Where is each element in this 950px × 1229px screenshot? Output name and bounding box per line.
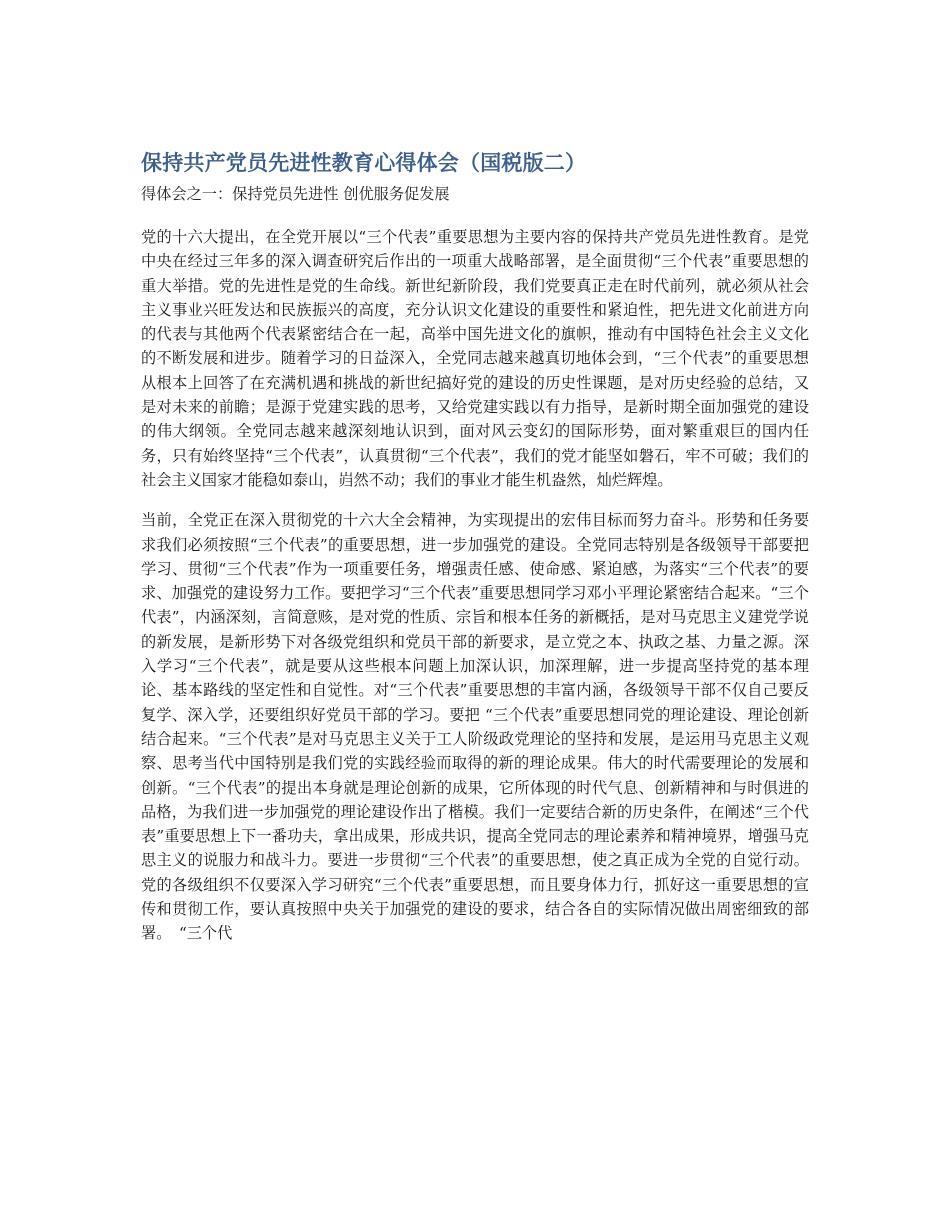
body-paragraph-2: 当前，全党正在深入贯彻党的十六大全会精神，为实现提出的宏伟目标而努力奋斗。形势和任务要求我们必须按照“三个代表”的重要思想，进一步加强党的建设。全党同志特别是各级领导干部要把学习、贯彻“三个代表”作为一项重要任务，增强责任感、使命感、紧迫感，为落实“三个代表”的要求、加强党的建设努力工作。要把学习“三个代表”重要思想同学习邓小平理论紧密结合起来。“三个代表”，内涵深刻，言简意赅，是对党的性质、宗旨和根本任务的新概括，是对马克思主义建党学说的新发展，是新形势下对各级党组织和党员干部的新要求，是立党之本、执政之基、力量之源。深入学习“三个代表”，就是要从这些根本问题上加深认识，加深理解，进一步提高坚持党的基本理论、基本路线的坚定性和自觉性。对“三个代表”重要思想的丰富内涵，各级领导干部不仅自己要反复学、深入学，还要组织好党员干部的学习。要把 “三个代表”重要思想同党的理论建设、理论创新结合起来。“三个代表”是对马克思主义关于工人阶级政党理论的坚持和发展，是运用马克思主义观察、思考当代中国特别是我们党的实践经验而取得的新的理论成果。伟大的时代需要理论的发展和创新。“三个代表”的提出本身就是理论创新的成果，它所体现的时代气息、创新精神和与时俱进的品格，为我们进一步加强党的理论建设作出了楷模。我们一定要结合新的历史条件，在阐述“三个代表”重要思想上下一番功夫，拿出成果，形成共识，提高全党同志的理论素养和精神境界，增强马克思主义的说服力和战斗力。要进一步贯彻“三个代表”的重要思想，使之真正成为全党的自觉行动。党的各级组织不仅要深入学习研究“三个代表”重要思想，而且要身体力行，抓好这一重要思想的宣传和贯彻工作，要认真按照中央关于加强党的建设的要求，结合各自的实际情况做出周密细致的部署。 “三个代 — [141, 511, 809, 943]
document-subtitle: 得体会之一：保持党员先进性 创优服务促发展 — [141, 185, 450, 203]
body-paragraph-1: 党的十六大提出，在全党开展以“三个代表”重要思想为主要内容的保持共产党员先进性教育。是党中央在经过三年多的深入调查研究后作出的一项重大战略部署，是全面贯彻“三个代表”重要思想的重大举措。党的先进性是党的生命线。新世纪新阶段，我们党要真正走在时代前列，就必须从社会主义事业兴旺发达和民族振兴的高度，充分认识文化建设的重要性和紧迫性，把先进文化前进方向的代表与其他两个代表紧密结合在一起，高举中国先进文化的旗帜，推动有中国特色社会主义文化的不断发展和进步。随着学习的日益深入，全党同志越来越真切地体会到，“三个代表”的重要思想从根本上回答了在充满机遇和挑战的新世纪搞好党的建设的历史性课题，是对历史经验的总结，又是对未来的前瞻；是源于党建实践的思考，又给党建实践以有力指导，是新时期全面加强党的建设的伟大纲领。全党同志越来越深刻地认识到，面对风云变幻的国际形势，面对繁重艰巨的国内任务，只有始终坚持“三个代表”，认真贯彻“三个代表”，我们的党才能坚如磐石，牢不可破；我们的社会主义国家才能稳如泰山，岿然不动；我们的事业才能生机盎然，灿烂辉煌。 — [141, 228, 809, 489]
document-content — [141, 148, 809, 946]
document-title: 保持共产党员先进性教育心得体会（国税版二） — [141, 151, 587, 175]
